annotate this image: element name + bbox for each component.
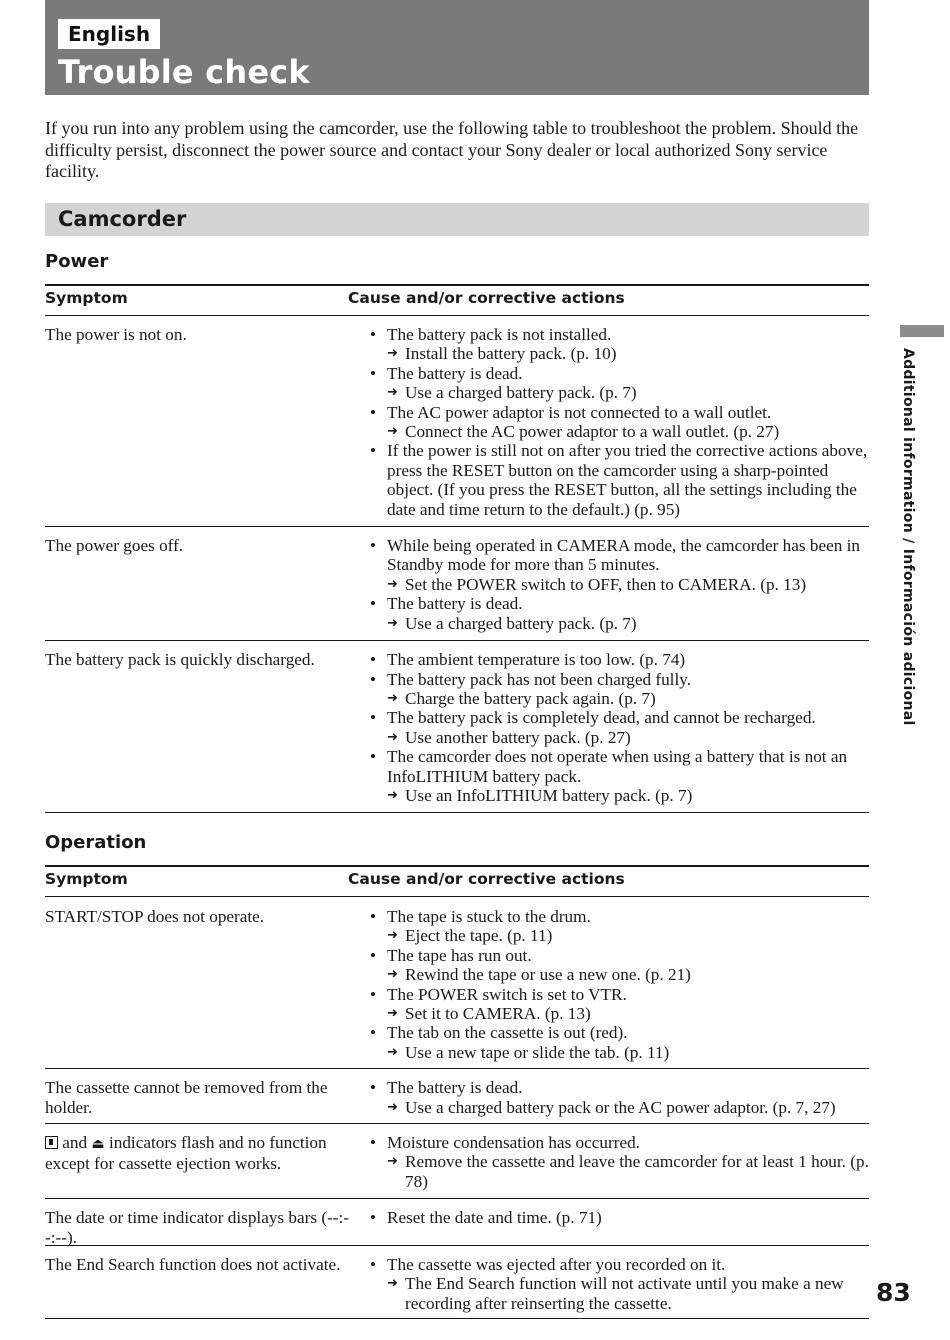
cause-text: Moisture condensation has occurred.: [387, 1133, 640, 1153]
cause-text: The battery pack has not been charged fully.: [387, 669, 692, 689]
corrective-action: [367, 1152, 869, 1191]
action-text: Remove the cassette and leave the camcorder for at least 1 hour. (p. 78): [405, 1152, 869, 1191]
symptom-text: The power goes off.: [45, 536, 184, 556]
cause-text: The battery pack is completely dead, and cannot be recharged.: [387, 708, 816, 728]
cause-item: [367, 441, 869, 519]
operation-heading: Operation: [45, 832, 147, 853]
cause-text: The battery is dead.: [387, 1078, 523, 1098]
cause-item: [367, 946, 869, 965]
arrow-right-icon: ➜: [387, 615, 398, 631]
arrow-right-icon: ➜: [387, 729, 398, 745]
cause-item: [367, 594, 869, 613]
cause-text: While being operated in CAMERA mode, the camcorder has been in Standby mode for more than 5 minutes.: [387, 536, 860, 575]
cause-cell: [367, 907, 869, 1062]
symptom-cell: [45, 1208, 357, 1247]
bullet-icon: •: [370, 984, 377, 1004]
table-row: [45, 1246, 869, 1319]
bullet-icon: •: [370, 536, 377, 556]
bullet-icon: •: [370, 594, 377, 614]
symptom-text: START/STOP does not operate.: [45, 907, 265, 926]
cause-cell: [367, 1208, 869, 1227]
symptom-cell: [45, 1255, 357, 1274]
cause-header: Cause and/or corrective actions: [348, 870, 625, 888]
cause-cell: [367, 1133, 869, 1191]
action-text: Install the battery pack. (p. 10): [405, 344, 617, 364]
corrective-action: [367, 689, 869, 708]
corrective-action: [367, 786, 869, 805]
action-text: Use a charged battery pack. (p. 7): [405, 613, 637, 633]
cause-cell: [367, 325, 869, 519]
symptom-text: The End Search function does not activate.: [45, 1254, 341, 1274]
cause-item: [367, 1133, 869, 1152]
symptom-text: The cassette cannot be removed from the holder.: [45, 1078, 328, 1117]
action-text: Rewind the tape or use a new one. (p. 21): [405, 965, 691, 985]
arrow-right-icon: ➜: [387, 1099, 398, 1115]
bullet-icon: •: [370, 1078, 377, 1098]
side-tab-marker: [900, 325, 944, 337]
action-text: Use another battery pack. (p. 27): [405, 727, 631, 747]
cause-text: The tape is stuck to the drum.: [387, 907, 591, 926]
corrective-action: [367, 614, 869, 633]
arrow-right-icon: ➜: [387, 385, 398, 401]
operation-table: [45, 865, 869, 1319]
corrective-action: [367, 1098, 869, 1117]
symptom-cell: [45, 650, 360, 669]
side-section-label: Additional information / Información adicional: [900, 348, 916, 726]
symptom-header: Symptom: [45, 289, 128, 307]
intro-paragraph: If you run into any problem using the camcorder, use the following table to troubleshoot the problem. Should the difficulty persist, disconnect the power source and contact your Sony dealer or local authorized Sony service facility.: [45, 118, 859, 181]
cause-text: The AC power adaptor is not connected to a wall outlet.: [387, 402, 772, 422]
arrow-right-icon: ➜: [387, 690, 398, 706]
corrective-action: [367, 1274, 869, 1313]
bullet-icon: •: [370, 708, 377, 728]
power-heading: Power: [45, 251, 109, 272]
table-row: [45, 527, 869, 641]
corrective-action: [367, 965, 869, 984]
cause-item: [367, 670, 869, 689]
symptom-cell: [45, 907, 360, 926]
bullet-icon: •: [370, 1023, 377, 1043]
action-text: Connect the AC power adaptor to a wall outlet. (p. 27): [405, 422, 780, 442]
action-text: Set it to CAMERA. (p. 13): [405, 1004, 591, 1024]
action-text: Use a charged battery pack or the AC power adaptor. (p. 7, 27): [405, 1097, 836, 1117]
action-text: Charge the battery pack again. (p. 7): [405, 688, 656, 708]
bullet-icon: •: [370, 325, 377, 344]
cause-item: [367, 708, 869, 727]
cause-text: The tab on the cassette is out (red).: [387, 1023, 628, 1043]
cause-cell: [367, 1078, 869, 1117]
bullet-icon: •: [370, 441, 377, 461]
action-text: Use an InfoLITHIUM battery pack. (p. 7): [405, 785, 693, 805]
table-row: [45, 1124, 869, 1199]
arrow-right-icon: ➜: [387, 967, 398, 983]
bullet-icon: •: [370, 363, 377, 383]
table-row: [45, 897, 869, 1069]
page-number: 83: [876, 1278, 911, 1307]
arrow-right-icon: ➜: [387, 576, 398, 592]
cause-item: [367, 403, 869, 422]
cause-item: [367, 650, 869, 669]
cause-text: The POWER switch is set to VTR.: [387, 984, 627, 1004]
cause-item: [367, 325, 869, 344]
corrective-action: [367, 926, 869, 945]
table-row: [45, 1069, 869, 1124]
action-text: Use a new tape or slide the tab. (p. 11): [405, 1042, 670, 1062]
cause-text: The battery is dead.: [387, 594, 523, 614]
cause-item: [367, 1078, 869, 1097]
bullet-icon: •: [370, 1208, 377, 1228]
table-row: [45, 641, 869, 813]
bullet-icon: •: [370, 907, 377, 926]
page-title: Trouble check: [58, 53, 310, 91]
symptom-text: The battery pack is quickly discharged.: [45, 650, 315, 670]
table-header: [45, 865, 869, 897]
cause-text: Reset the date and time. (p. 71): [387, 1208, 602, 1228]
symptom-cell: [45, 536, 360, 555]
cause-text: The camcorder does not operate when using a battery that is not an InfoLITHIUM battery pack.: [387, 747, 848, 786]
bullet-icon: •: [370, 650, 377, 670]
cause-item: [367, 907, 869, 926]
section-title: Camcorder: [58, 207, 187, 231]
table-row: [45, 316, 869, 527]
bullet-icon: •: [370, 747, 377, 767]
cause-cell: [367, 650, 869, 805]
cause-text: The ambient temperature is too low. (p. 74): [387, 650, 686, 670]
corrective-action: [367, 422, 869, 441]
bullet-icon: •: [370, 669, 377, 689]
corrective-action: [367, 383, 869, 402]
action-text: The End Search function will not activate until you make a new recording after reinserting the cassette.: [405, 1274, 844, 1313]
eject-indicator-icon: ⏏: [91, 1136, 105, 1153]
symptom-cell: [45, 1078, 357, 1117]
symptom-cell: [45, 1133, 360, 1174]
corrective-action: [367, 575, 869, 594]
action-text: Set the POWER switch to OFF, then to CAMERA. (p. 13): [405, 574, 807, 594]
symptom-header: Symptom: [45, 870, 128, 888]
cause-text: The battery is dead.: [387, 363, 523, 383]
cause-item: [367, 985, 869, 1004]
cause-item: [367, 1023, 869, 1042]
table-header: [45, 284, 869, 316]
cause-text: The battery pack is not installed.: [387, 325, 612, 344]
cause-item: [367, 536, 869, 575]
cause-item: [367, 747, 869, 786]
cause-text: The tape has run out.: [387, 945, 532, 965]
corrective-action: [367, 1004, 869, 1023]
arrow-right-icon: ➜: [387, 1006, 398, 1022]
symptom-text: and: [58, 1133, 92, 1153]
corrective-action: [367, 1043, 869, 1062]
arrow-right-icon: ➜: [387, 424, 398, 440]
arrow-right-icon: ➜: [387, 1276, 398, 1292]
cause-cell: [367, 536, 869, 633]
arrow-right-icon: ➜: [387, 1044, 398, 1060]
symptom-cell: [45, 325, 360, 344]
table-row: [45, 1199, 869, 1245]
action-text: Use a charged battery pack. (p. 7): [405, 383, 637, 403]
action-text: Eject the tape. (p. 11): [405, 926, 553, 946]
arrow-right-icon: ➜: [387, 346, 398, 362]
symptom-text: indicators flash and no function except for cassette ejection works.: [45, 1133, 327, 1174]
cause-item: [367, 364, 869, 383]
cause-item: [367, 1255, 869, 1274]
bullet-icon: •: [370, 945, 377, 965]
arrow-right-icon: ➜: [387, 1154, 398, 1170]
language-tag: English: [58, 19, 160, 49]
cause-cell: [367, 1255, 869, 1313]
power-table: [45, 284, 869, 813]
cause-item: [367, 1208, 869, 1227]
cassette-indicator-icon: [45, 1136, 58, 1149]
symptom-text: The date or time indicator displays bars (--:--:--).: [45, 1208, 350, 1247]
bullet-icon: •: [370, 1254, 377, 1274]
bullet-icon: •: [370, 402, 377, 422]
symptom-text: The power is not on.: [45, 325, 187, 344]
corrective-action: [367, 344, 869, 363]
corrective-action: [367, 728, 869, 747]
bullet-icon: •: [370, 1133, 377, 1153]
arrow-right-icon: ➜: [387, 928, 398, 944]
cause-header: Cause and/or corrective actions: [348, 289, 625, 307]
cause-text: The cassette was ejected after you recorded on it.: [387, 1254, 726, 1274]
cause-text: If the power is still not on after you tried the corrective actions above, press the RESET button on the camcorder using a sharp-pointed object. (If you press the RESET button, all the settings including the date and time return to the default.) (p. 95): [387, 441, 868, 519]
arrow-right-icon: ➜: [387, 787, 398, 803]
